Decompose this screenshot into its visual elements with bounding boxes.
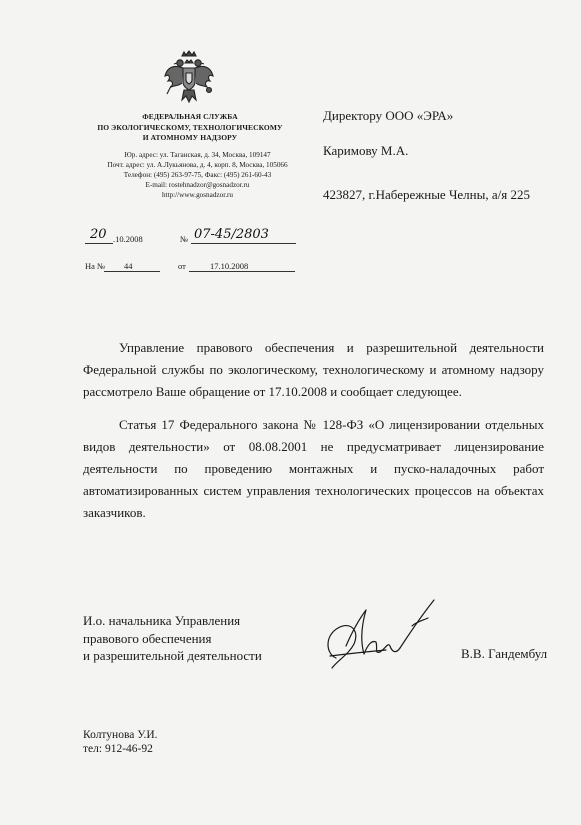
from-label: от: [178, 261, 186, 271]
agency-name-line: И АТОМНОМУ НАДЗОРУ: [142, 133, 238, 142]
addressee-address: 423827, г.Набережные Челны, а/я 225: [323, 187, 530, 202]
phone-fax: Телефон: (495) 263-97-75, Факс: (495) 261-60-43: [123, 171, 272, 179]
executor-phone: тел: 912-46-92: [83, 743, 153, 755]
date-month-year: .10.2008: [113, 234, 143, 244]
website-link[interactable]: http://www.gosnadzor.ru: [162, 191, 233, 199]
executor-name: Колтунова У.И.: [83, 729, 158, 741]
executor-info: [83, 728, 158, 756]
legal-address: Юр. адрес: ул. Таганская, д. 34, Москва, 109147: [124, 151, 271, 159]
date-day-handwritten: 20: [90, 227, 107, 242]
postal-address: Почт. адрес: ул. А.Лукьянова, д. 4, корп. 8, Москва, 105066: [107, 161, 288, 169]
date-underline: [85, 243, 113, 244]
email-link[interactable]: E-mail: rostehnadzor@gosnadzor.ru: [145, 181, 250, 189]
in-reply-underline: [104, 271, 160, 272]
outgoing-number-handwritten: 07-45/2803: [194, 227, 269, 242]
addressee-position: Директору ООО «ЭРА»: [323, 108, 454, 123]
body-paragraph-1: [83, 337, 544, 403]
in-reply-label: На №: [85, 261, 106, 271]
number-label: №: [180, 234, 189, 244]
paragraph-text: Статья 17 Федерального закона № 128-ФЗ «О лицензировании отдельных видов деятельности» от 08.08.2001 не предусматривает лицензирование деятельности по проведению монтажных и пуско-наладочных работ автоматизированных систем управления технологических процессов на объектах заказчиков.: [83, 417, 544, 520]
signatory-title-line: и разрешительной деятельности: [83, 648, 262, 663]
agency-name-line: ПО ЭКОЛОГИЧЕСКОМУ, ТЕХНОЛОГИЧЕСКОМУ: [97, 122, 283, 132]
signatory-title-line: И.о. начальника Управления: [83, 613, 241, 628]
coat-of-arms-emblem: [163, 50, 215, 106]
agency-name: [60, 112, 320, 144]
from-underline: [189, 271, 295, 272]
signatory-title: [83, 612, 262, 665]
number-underline: [191, 243, 296, 244]
agency-contacts: [75, 150, 320, 200]
in-reply-number: 44: [124, 261, 133, 271]
agency-name-line: ФЕДЕРАЛЬНАЯ СЛУЖБА: [142, 112, 238, 121]
handwritten-signature: [316, 596, 446, 676]
signatory-title-line: правового обеспечения: [83, 630, 212, 646]
from-date: 17.10.2008: [210, 261, 249, 271]
body-paragraph-2: [83, 414, 544, 524]
addressee-name: Каримову М.А.: [323, 143, 409, 158]
signatory-name: В.В. Гандембул: [461, 646, 548, 661]
paragraph-text: Управление правового обеспечения и разрешительной деятельности Федеральной службы по экологическому, технологическому и атомному надзору рассмотрело Ваше обращение от 17.10.2008 и сообщает следующее.: [83, 340, 544, 399]
